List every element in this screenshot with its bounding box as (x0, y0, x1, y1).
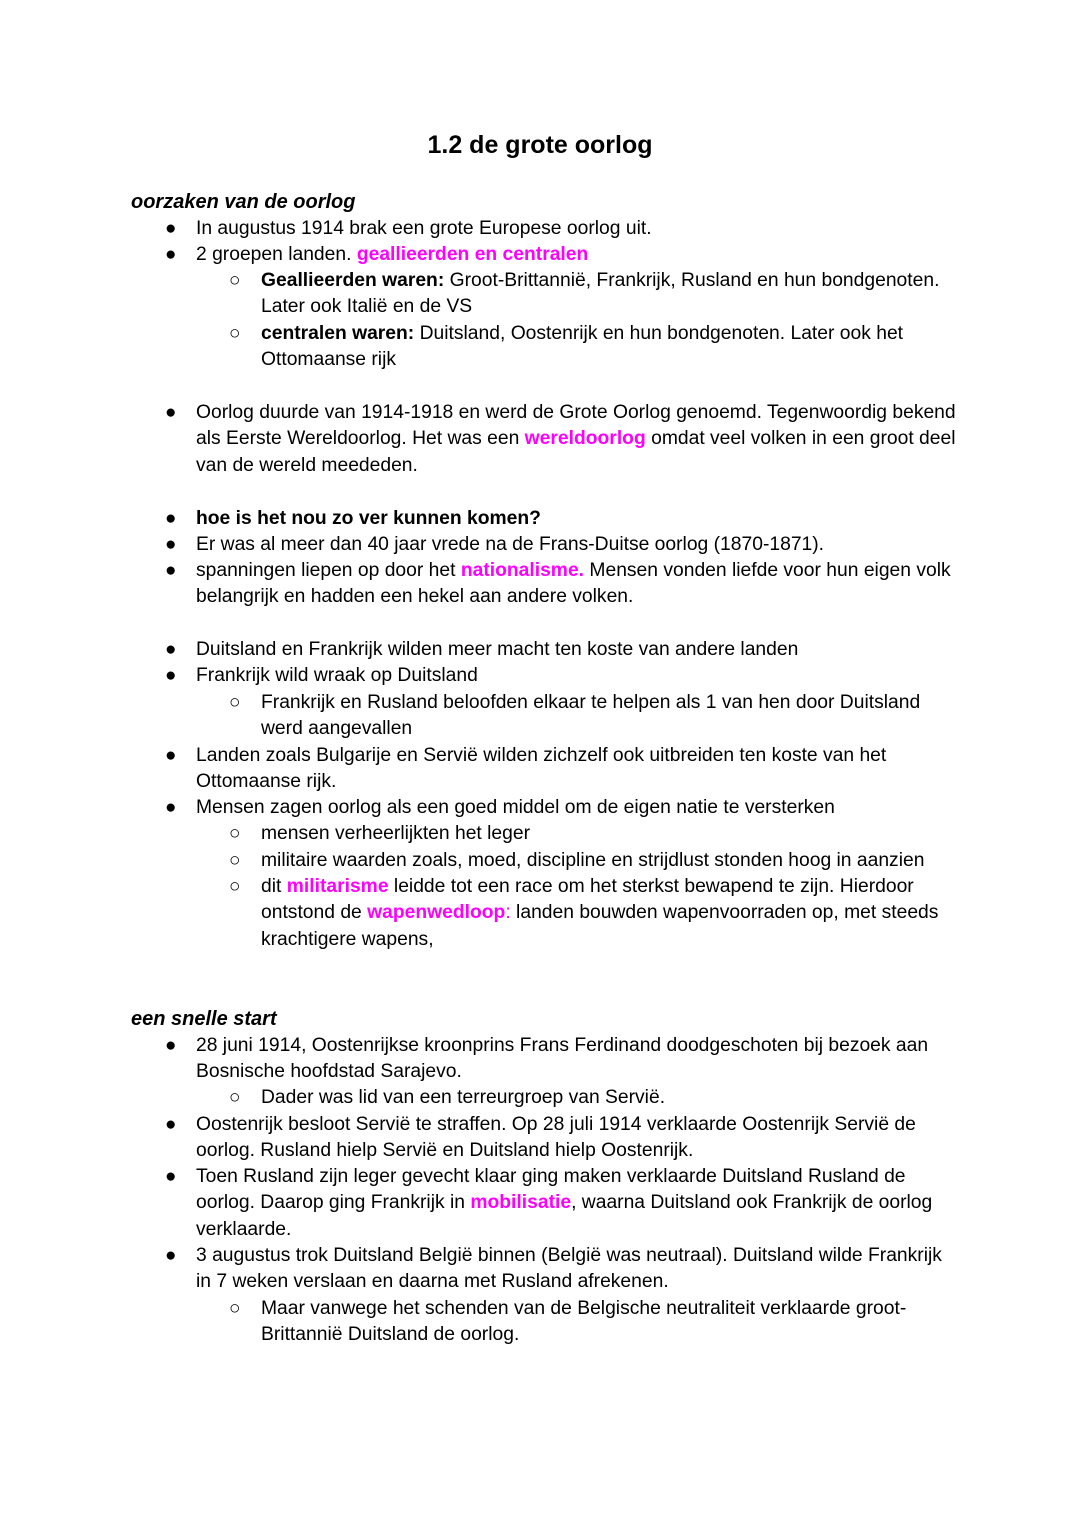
item-text: Mensen vonden liefde voor hun eigen volk belangrijk en hadden een hekel aan andere volken. (196, 560, 951, 608)
bullet-icon: ● (165, 639, 177, 660)
sub-list-item: Frankrijk en Rusland beloofden elkaar te helpen als 1 van hen door Duitsland werd aangevallen (261, 692, 921, 740)
list-item: Landen zoals Bulgarije en Servië wilden zichzelf ook uitbreiden ten koste van het Ottomaanse rijk. (196, 745, 887, 793)
bullet-icon: ● (165, 1166, 177, 1187)
bullet-icon: ● (165, 402, 177, 423)
sub-bullet-icon: ○ (229, 823, 241, 844)
sub-list-item (261, 874, 961, 953)
highlight-term: wereldoorlog (524, 428, 646, 450)
bullet-icon: ● (165, 1114, 177, 1135)
list-item: In augustus 1914 brak een grote Europese oorlog uit. (196, 218, 652, 239)
bullet-icon: ● (165, 745, 177, 766)
sub-list-item: Maar vanwege het schenden van de Belgische neutraliteit verklaarde groot-Brittannië Duitsland de oorlog. (261, 1298, 907, 1346)
item-text: landen bouwden wapenvoorraden op, met steeds krachtigere wapens, (261, 902, 939, 950)
sub-list-item: mensen verheerlijkten het leger (261, 823, 531, 844)
list-item: Duitsland en Frankrijk wilden meer macht ten koste van andere landen (196, 639, 799, 660)
list-item: Er was al meer dan 40 jaar vrede na de Frans-Duitse oorlog (1870-1871). (196, 534, 825, 555)
item-text: Groot-Brittannië, Frankrijk, Rusland en hun bondgenoten. Later ook Italië en de VS (261, 270, 940, 318)
highlight-term: geallieerden en centralen (356, 244, 589, 265)
section-heading-start: een snelle start (131, 1008, 277, 1030)
bullet-icon: ● (165, 508, 177, 529)
highlight-term: mobilisatie (470, 1192, 572, 1214)
item-text: Toen Rusland zijn leger gevecht klaar ging maken verklaarde Duitsland Rusland de oorlog. Daarop ging Frankrijk in (196, 1166, 906, 1214)
list-item: Oostenrijk besloot Servië te straffen. Op 28 juli 1914 verklaarde Oostenrijk Servië de oorlog. Rusland hielp Servië en Duitsland hielp Oostenrijk. (196, 1114, 916, 1162)
list-item (196, 242, 956, 268)
item-text: : (505, 902, 511, 924)
bullet-icon: ● (165, 534, 177, 555)
sub-list-item: militaire waarden zoals, moed, discipline en strijdlust stonden hoog in aanzien (261, 850, 925, 871)
sub-list-item: Dader was lid van een terreurgroep van Servië. (261, 1087, 666, 1108)
item-text: 2 groepen landen. (196, 244, 357, 265)
sub-bullet-icon: ○ (229, 1298, 241, 1319)
item-text: , waarna Duitsland ook Frankrijk de oorlog verklaarde. (196, 1192, 933, 1240)
item-text: dit (261, 876, 287, 897)
term-label: centralen waren: (261, 323, 415, 344)
sub-bullet-icon: ○ (229, 692, 241, 713)
list-item: Mensen zagen oorlog als een goed middel om de eigen natie te versterken (196, 797, 835, 818)
sub-bullet-icon: ○ (229, 323, 241, 344)
highlight-term: militarisme (286, 876, 389, 897)
list-item-question: hoe is het nou zo ver kunnen komen? (196, 508, 541, 529)
list-item (196, 1164, 956, 1243)
sub-list-item (261, 268, 961, 321)
sub-bullet-icon: ○ (229, 1087, 241, 1108)
bullet-icon: ● (165, 797, 177, 818)
bullet-icon: ● (165, 665, 177, 686)
sub-bullet-icon: ○ (229, 270, 241, 291)
sub-bullet-icon: ○ (229, 850, 241, 871)
bullet-icon: ● (165, 560, 177, 581)
page-title: 1.2 de grote oorlog (427, 131, 653, 159)
list-item (196, 400, 956, 479)
bullet-icon: ● (165, 1245, 177, 1266)
item-text: Duitsland, Oostenrijk en hun bondgenoten. Later ook het Ottomaanse rijk (261, 323, 904, 371)
sub-bullet-icon: ○ (229, 876, 241, 897)
bullet-icon: ● (165, 1035, 177, 1056)
item-text: omdat veel volken in een groot deel van de wereld meededen. (196, 428, 956, 476)
list-item (196, 558, 956, 611)
item-text: leidde tot een race om het sterkst bewapend te zijn. Hierdoor ontstond de (261, 876, 914, 924)
list-item: 3 augustus trok Duitsland België binnen (België was neutraal). Duitsland wilde Frankrijk in 7 weken verslaan en daarna met Rusland afrekenen. (196, 1245, 942, 1293)
sub-list-item (261, 321, 961, 374)
term-label: Geallieerden waren: (261, 270, 445, 291)
list-item: 28 juni 1914, Oostenrijkse kroonprins Frans Ferdinand doodgeschoten bij bezoek aan Bosnische hoofdstad Sarajevo. (196, 1035, 929, 1083)
highlight-term: wapenwedloop (367, 902, 506, 924)
bullet-icon: ● (165, 244, 177, 265)
bullet-icon: ● (165, 218, 177, 239)
list-item: Frankrijk wild wraak op Duitsland (196, 665, 478, 686)
highlight-term: nationalisme. (460, 560, 585, 581)
item-text: Oorlog duurde van 1914-1918 en werd de Grote Oorlog genoemd. Tegenwoordig bekend als Eerste Wereldoorlog. Het was een (196, 402, 956, 450)
section-heading-causes: oorzaken van de oorlog (131, 191, 356, 213)
item-text: spanningen liepen op door het (196, 560, 461, 581)
